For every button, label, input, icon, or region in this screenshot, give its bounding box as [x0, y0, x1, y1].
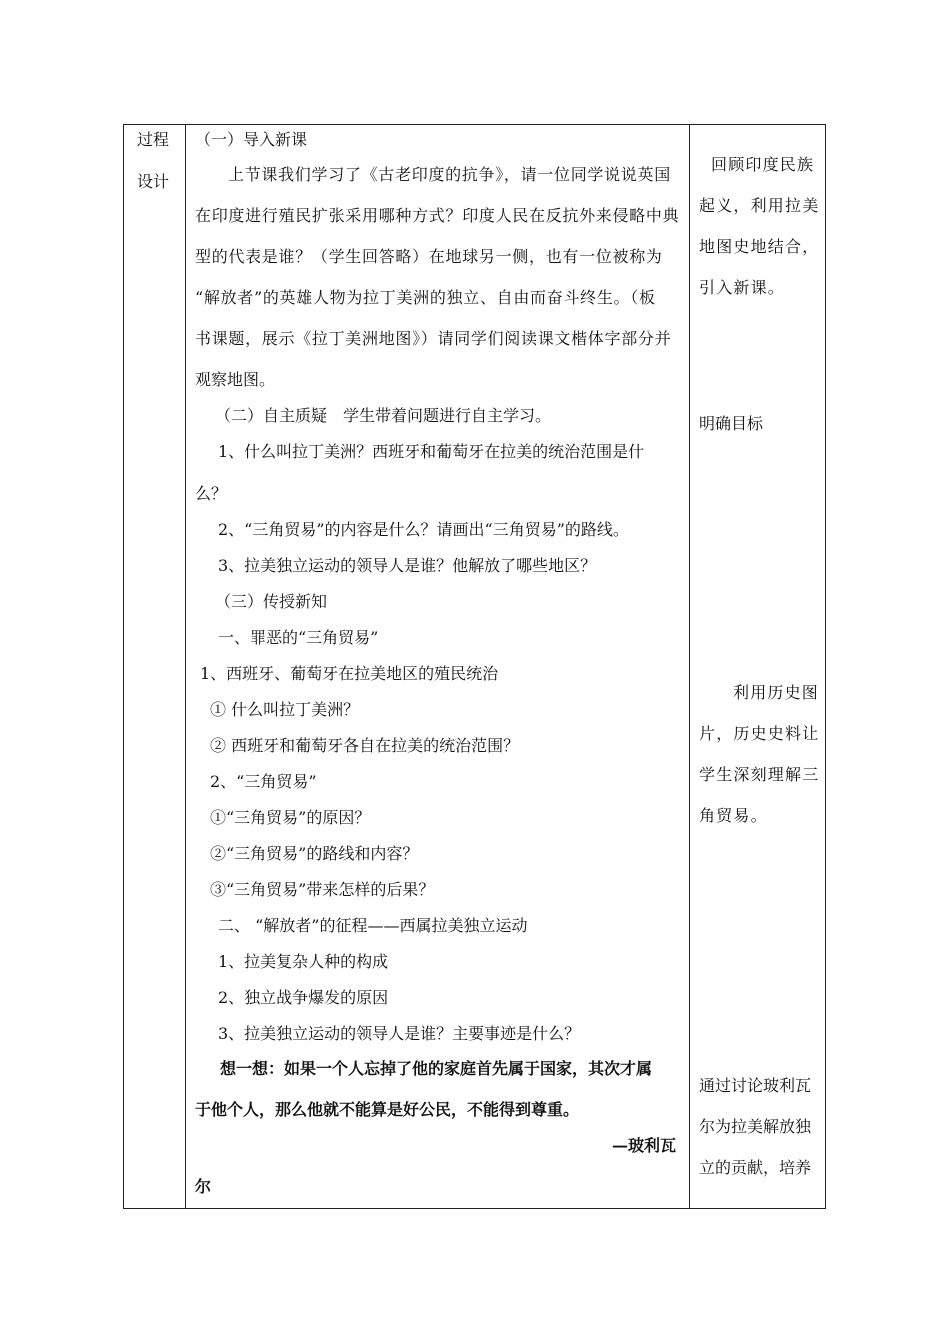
- intro-paragraph-line: 型的代表是谁？（学生回答略）在地球另一侧，也有一位被称为: [195, 247, 663, 266]
- new-knowledge-heading: （三）传授新知: [215, 592, 328, 611]
- intro-paragraph-line: 在印度进行殖民扩张采用哪种方式？印度人民在反抗外来侵略中典: [195, 206, 680, 225]
- note-bolivar-line: 立的贡献，培养: [699, 1158, 812, 1177]
- note-trade-line: 角贸易。: [699, 806, 768, 825]
- note-review-line: 地图史地结合，: [699, 237, 820, 256]
- quote-author-cont: 尔: [195, 1177, 212, 1196]
- note-goal: 明确目标: [699, 414, 764, 433]
- think-quote-line: 于他个人，那么他就不能算是好公民，不能得到尊重。: [195, 1100, 580, 1119]
- intro-paragraph-line: 上节课我们学习了《古老印度的抗争》，请一位同学说说英国: [228, 165, 671, 184]
- part1-item1-sub: ① 什么叫拉丁美洲？: [210, 700, 360, 719]
- intro-paragraph-line: 观察地图。: [195, 370, 276, 389]
- section-label-line1: 过程: [137, 130, 170, 149]
- part1-item2: 2、“三角贸易”: [210, 772, 317, 791]
- intro-paragraph-line: 书课题，展示《拉丁美洲地图》）请同学们阅读课文楷体字部分并: [195, 329, 672, 348]
- part2-item: 2、独立战争爆发的原因: [218, 988, 389, 1007]
- question-1-line: 1、什么叫拉丁美洲？西班牙和葡萄牙在拉美的统治范围是什: [218, 442, 645, 461]
- column-divider-left: [185, 125, 186, 1208]
- part1-item1: 1、西班牙、葡萄牙在拉美地区的殖民统治: [200, 664, 499, 683]
- question-3: 3、拉美独立运动的领导人是谁？他解放了哪些地区？: [218, 556, 597, 575]
- question-1-line: 么？: [195, 484, 228, 503]
- note-trade-line: 学生深刻理解三: [699, 765, 820, 784]
- part1-item2-sub: ③“三角贸易”带来怎样的后果？: [210, 880, 435, 899]
- intro-heading: （一）导入新课: [195, 130, 308, 149]
- intro-paragraph-line: “解放者”的英雄人物为拉丁美洲的独立、自由而奋斗终生。（板: [195, 288, 656, 307]
- note-trade-line: 片，历史史料让: [699, 724, 820, 743]
- part1-item2-sub: ①“三角贸易”的原因？: [210, 808, 371, 827]
- note-review-line: 引入新课。: [699, 278, 786, 297]
- note-review-line: 起义，利用拉美: [699, 196, 820, 215]
- question-2: 2、“三角贸易”的内容是什么？请画出“三角贸易”的路线。: [218, 520, 629, 539]
- note-review-line: 回顾印度民族: [711, 155, 815, 174]
- note-trade-line: 利用历史图: [733, 683, 820, 702]
- quote-author: —玻利瓦: [612, 1136, 677, 1155]
- part2-item: 1、拉美复杂人种的构成: [218, 952, 389, 971]
- part1-item2-sub: ②“三角贸易”的路线和内容？: [210, 844, 419, 863]
- note-bolivar-line: 通过讨论玻利瓦: [699, 1076, 812, 1095]
- part2-title: 二、 “解放者”的征程——西属拉美独立运动: [218, 916, 528, 935]
- part1-title: 一、罪恶的“三角贸易”: [218, 628, 379, 647]
- self-study-heading: （二）自主质疑 学生带着问题进行自主学习。: [215, 406, 552, 425]
- part2-item: 3、拉美独立运动的领导人是谁？主要事迹是什么？: [218, 1024, 581, 1043]
- column-divider-right: [689, 125, 690, 1208]
- part1-item1-sub: ② 西班牙和葡萄牙各自在拉美的统治范围？: [210, 736, 520, 755]
- section-label-line2: 设计: [137, 172, 170, 191]
- note-bolivar-line: 尔为拉美解放独: [699, 1117, 812, 1136]
- think-quote-line: 想一想：如果一个人忘掉了他的家庭首先属于国家，其次才属: [220, 1059, 653, 1078]
